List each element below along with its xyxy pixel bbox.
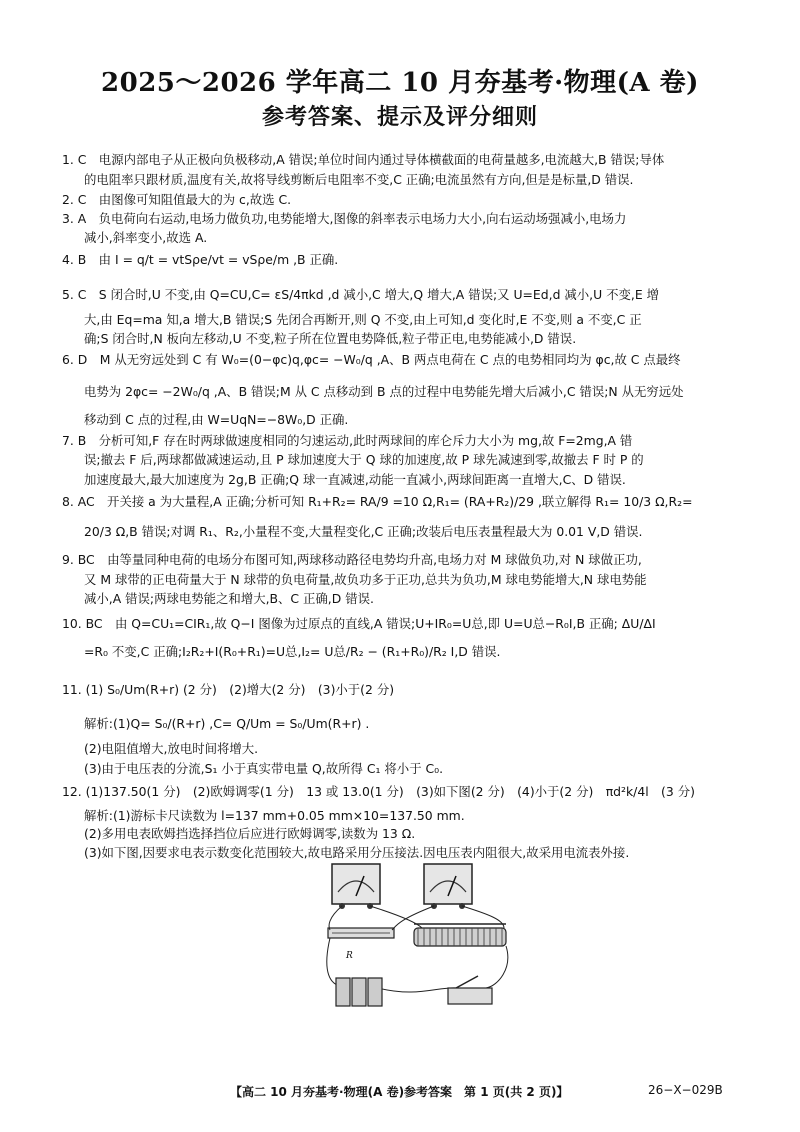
answer-12-line-3: (2)多用电表欧姆挡选择挡位后应进行欧姆调零,读数为 13 Ω. — [84, 826, 416, 841]
answer-11-line-3: (2)电阻值增大,放电时间将增大. — [84, 741, 259, 756]
answer-12-line-2: 解析:(1)游标卡尺读数为 l=137 mm+0.05 mm×10=137.50 mm. — [84, 808, 465, 823]
answer-5-line-1: 5. C S 闭合时,U 不变,由 Q=CU,C= εS/4πkd ,d 减小,C 增大,Q 增大,A 错误;又 U=Ed,d 减小,U 不变,E 增 — [62, 287, 659, 302]
answer-11-line-4: (3)由于电压表的分流,S₁ 小于真实带电量 Q,故所得 C₁ 将小于 C₀. — [84, 761, 444, 776]
footer-page-info: 【高二 10 月夯基考·物理(A 卷)参考答案 第 1 页(共 2 页)】 — [230, 1085, 569, 1099]
answer-8-line-2: 20/3 Ω,B 错误;对调 R₁、R₂,小量程不变,大量程变化,C 正确;改装后电压表量程最大为 0.01 V,D 错误. — [84, 524, 643, 539]
rheostat-icon — [414, 924, 506, 946]
answer-6-line-3: 移动到 C 点的过程,由 W=UqN=−8W₀,D 正确. — [84, 412, 349, 427]
page-subtitle: 参考答案、提示及评分细则 — [261, 104, 538, 130]
answer-11-line-2: 解析:(1)Q= S₀/(R+r) ,C= Q/Um = S₀/Um(R+r) . — [84, 716, 370, 731]
rheostat-label: R — [346, 951, 353, 961]
answer-2: 2. C 由图像可知阻值最大的为 c,故选 C. — [62, 192, 292, 207]
page-title: 2025～2026 学年高二 10 月夯基考·物理(A 卷) — [101, 68, 699, 98]
answer-7-line-3: 加速度最大,最大加速度为 2g,B 正确;Q 球一直减速,动能一直减小,两球间距离一直增大,C、D 错误. — [84, 472, 626, 487]
answer-1-line-2: 的电阻率只跟材质,温度有关,故将导线剪断后电阻率不变,C 正确;电流虽然有方向,但是是标量,D 错误. — [84, 172, 634, 187]
footer-code: 26−X−029B — [648, 1083, 723, 1097]
answer-8-line-1: 8. AC 开关接 a 为大量程,A 正确;分析可知 R₁+R₂= RA/9 =10 Ω,R₁= (RA+R₂)/29 ,联立解得 R₁= 10/3 Ω,R₂= — [62, 494, 693, 509]
answer-10-line-1: 10. BC 由 Q=CU₁=CIR₁,故 Q−I 图像为过原点的直线,A 错误;U+IR₀=U总,即 U=U总−R₀I,B 正确; ΔU/ΔI — [62, 616, 656, 631]
answer-9-line-1: 9. BC 由等量同种电荷的电场分布图可知,两球移动路径电势均升高,电场力对 M 球做负功,对 N 球做正功, — [62, 552, 642, 567]
circuit-diagram — [318, 858, 518, 1028]
answer-9-line-2: 又 M 球带的正电荷量大于 N 球带的负电荷量,故负功多于正功,总共为负功,M 球电势能增大,N 球电势能 — [84, 572, 647, 587]
answer-11-line-1: 11. (1) S₀/Um(R+r) (2 分) (2)增大(2 分) (3)小于(2 分) — [62, 682, 395, 697]
answer-3-line-1: 3. A 负电荷向右运动,电场力做负功,电势能增大,图像的斜率表示电场力大小,向右运动场强减小,电场力 — [62, 211, 627, 226]
answer-5-line-2: 大,由 Eq=ma 知,a 增大,B 错误;S 先闭合再断开,则 Q 不变,由上可知,d 变化时,E 不变,则 a 不变,C 正 — [84, 312, 642, 327]
answer-6-line-2: 电势为 2φc= −2W₀/q ,A、B 错误;M 从 C 点移动到 B 点的过程中电势能先增大后减小,C 错误;N 从无穷远处 — [84, 384, 684, 399]
voltmeter-icon — [424, 864, 472, 909]
resistor-wire-icon — [328, 928, 394, 938]
answer-3-line-2: 减小,斜率变小,故选 A. — [84, 230, 208, 245]
battery-icon — [336, 978, 382, 1006]
ammeter-icon — [332, 864, 380, 909]
answer-7-line-2: 误;撤去 F 后,两球都做减速运动,且 P 球加速度大于 Q 球的加速度,故 P 球先减速到零,故撤去 F 时 P 的 — [84, 452, 644, 467]
answer-9-line-3: 减小,A 错误;两球电势能之和增大,B、C 正确,D 错误. — [84, 591, 374, 606]
answer-4: 4. B 由 I = q/t = vtSρe/vt = vSρe/m ,B 正确. — [62, 252, 339, 267]
answer-12-line-4: (3)如下图,因要求电表示数变化范围较大,故电路采用分压接法.因电压表内阻很大,故采用电流表外接. — [84, 845, 630, 860]
answer-10-line-2: =R₀ 不变,C 正确;I₂R₂+I(R₀+R₁)=U总,I₂= U总/R₂ − (R₁+R₀)/R₂ I,D 错误. — [84, 644, 501, 659]
answer-12-line-1: 12. (1)137.50(1 分) (2)欧姆调零(1 分) 13 或 13.0(1 分) (3)如下图(2 分) (4)小于(2 分) πd²k/4l (3 分) — [62, 784, 695, 799]
answer-6-line-1: 6. D M 从无穷远处到 C 有 W₀=(0−φc)q,φc= −W₀/q ,A、B 两点电荷在 C 点的电势相同均为 φc,故 C 点最终 — [62, 352, 681, 367]
answer-1-line-1: 1. C 电源内部电子从正极向负极移动,A 错误;单位时间内通过导体横截面的电荷量越多,电流越大,B 错误;导体 — [62, 152, 665, 167]
answer-7-line-1: 7. B 分析可知,F 存在时两球做速度相同的匀速运动,此时两球间的库仑斥力大小为 mg,故 F=2mg,A 错 — [62, 433, 633, 448]
answer-5-line-3: 确;S 闭合时,N 板向左移动,U 不变,粒子所在位置电势降低,粒子带正电,电势能减小,D 错误. — [84, 331, 577, 346]
switch-icon — [448, 976, 492, 1004]
